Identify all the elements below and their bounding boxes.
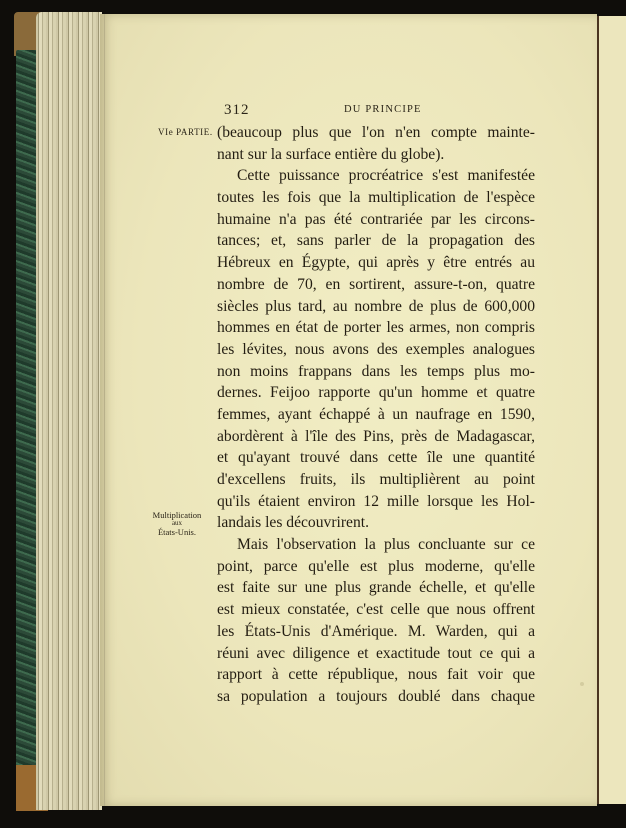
body-text: [217, 122, 535, 708]
text-line: qu'ils étaient environ 12 mille lorsque les Hol-: [217, 492, 535, 510]
text-line: toutes les fois que la multiplication de l'espèce: [217, 189, 535, 207]
text-line: sa population a toujours doublé dans chaque: [217, 687, 535, 705]
text-line: non moins frappans dans les temps plus mo-: [217, 362, 535, 380]
text-line: Mais l'observation la plus concluante sur ce: [237, 536, 535, 554]
text-line: est mieux constatée, c'est celle que nous offrent: [217, 601, 535, 619]
text-line: rapport à cette république, nous fait voir que: [217, 666, 535, 684]
text-line: et qu'ayant trouvé dans cette île une quantité: [217, 449, 535, 467]
text-line: hommes en état de porter les armes, non compris: [217, 319, 535, 337]
text-line: est faite sur une plus grande échelle, et qu'elle: [217, 579, 535, 597]
page-gutter: [104, 14, 105, 806]
paper-spot: [580, 682, 584, 686]
part-label: VIe PARTIE.: [158, 127, 213, 137]
facing-page-edge: [597, 16, 626, 804]
marbled-cover-edge: [16, 50, 38, 810]
page-number: 312: [224, 102, 250, 118]
book-page: [100, 14, 597, 806]
text-line: Cette puissance procréatrice s'est manifestée: [237, 167, 535, 185]
text-line: siècles plus tard, au nombre de plus de 600,000: [217, 297, 535, 315]
side-note-line: États-Unis.: [157, 527, 196, 537]
running-head: [100, 102, 597, 118]
text-line: humaine n'a pas été contrariée par les circons-: [217, 210, 535, 228]
text-line: d'excellens fruits, ils multiplièrent au point: [217, 471, 535, 488]
text-line: les lévites, nous avons des exemples analogues: [217, 340, 535, 358]
text-line: femmes, ayant échappé à un naufrage en 1590,: [217, 405, 535, 423]
running-head-title: DU PRINCIPE: [344, 104, 422, 115]
text-line: landais les découvrirent.: [217, 514, 369, 532]
page-stack-edge: [36, 12, 102, 810]
text-line: tances; et, sans parler de la propagation des: [217, 232, 535, 250]
side-note-line: Multiplication: [152, 510, 202, 520]
text-line: point, parce qu'elle est plus moderne, qu'elle: [217, 557, 535, 575]
text-line: les États-Unis d'Amérique. M. Warden, qui a: [217, 622, 535, 640]
text-line: (beaucoup plus que l'on n'en compte mainte-: [217, 124, 535, 141]
text-line: Hébreux en Égypte, qui après y être entrés au: [217, 254, 535, 272]
text-line: dernes. Feijoo rapporte qu'un homme et quatre: [217, 384, 535, 402]
text-line: réuni avec diligence et exactitude tout ce qui a: [217, 644, 535, 662]
text-line: abordèrent à l'île des Pins, près de Madagascar,: [217, 427, 535, 445]
text-line: nombre de 70, en sortirent, assure-t-on, quatre: [217, 275, 535, 293]
text-line: nant sur la surface entière du globe).: [217, 145, 445, 163]
side-note-line: aux: [171, 519, 183, 527]
side-note: [136, 510, 218, 537]
